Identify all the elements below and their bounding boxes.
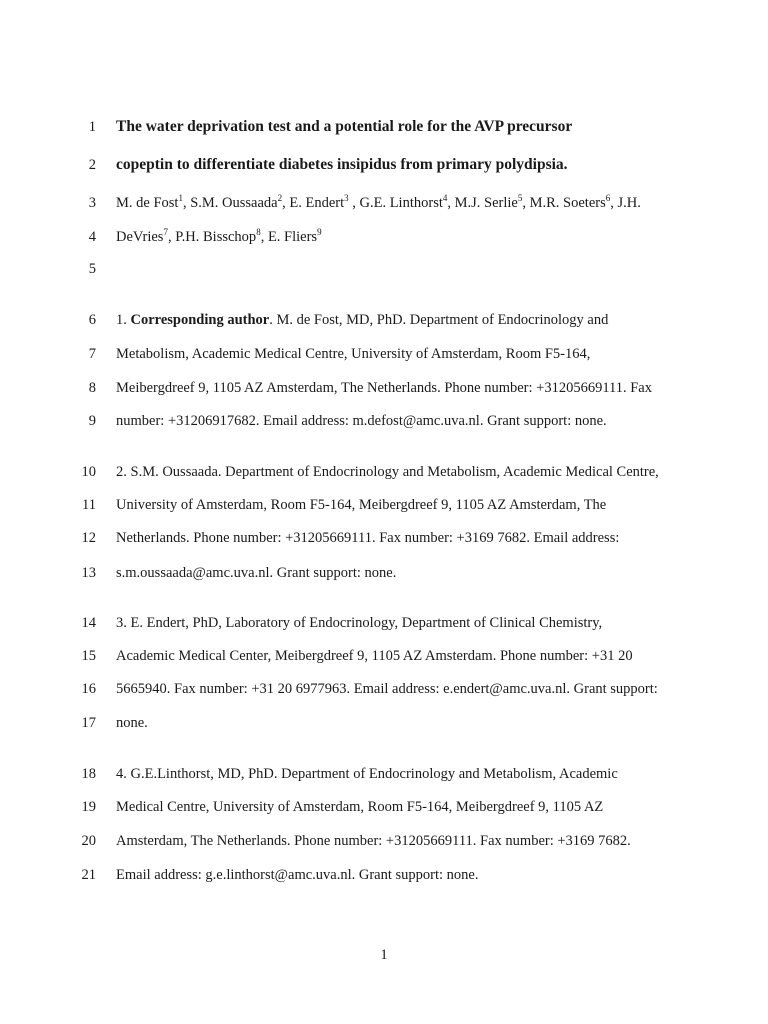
line-5 — [0, 257, 768, 281]
line-number: 3 — [88, 195, 96, 211]
line-7 — [0, 342, 768, 366]
line-number: 12 — [81, 530, 96, 546]
author-name: M. de Fost — [116, 195, 179, 211]
line-number: 5 — [88, 261, 96, 277]
author-name: DeVries — [116, 229, 164, 245]
line-17 — [0, 711, 768, 735]
affiliation-index: 1. — [116, 312, 131, 328]
affiliation-number: 8 — [256, 227, 261, 238]
author-name: E. Fliers — [267, 229, 318, 245]
separator: , — [182, 195, 191, 211]
line-12 — [0, 526, 768, 550]
author-name: M.J. Serlie — [454, 195, 518, 211]
corresponding-author-line — [116, 308, 676, 332]
line-number: 18 — [81, 766, 96, 782]
affiliation-number: 9 — [317, 227, 322, 238]
line-number: 10 — [81, 464, 96, 480]
author-list-line-1 — [116, 191, 676, 215]
line-number: 15 — [81, 648, 96, 664]
line-20 — [0, 829, 768, 853]
author-list-line-2 — [116, 225, 676, 249]
line-13 — [0, 561, 768, 585]
line-16 — [0, 677, 768, 701]
line-6 — [0, 308, 768, 332]
separator: , — [447, 195, 455, 211]
affiliation-text: Email address: g.e.linthorst@amc.uva.nl. Grant support: none. — [116, 867, 479, 883]
affiliation-text: Netherlands. Phone number: +31205669111. Fax number: +3169 7682. Email address: — [116, 530, 620, 546]
affiliation-text: number: +31206917682. Email address: m.defost@amc.uva.nl. Grant support: none. — [116, 413, 607, 429]
affiliation-text: Meibergdreef 9, 1105 AZ Amsterdam, The Netherlands. Phone number: +31205669111. Fax — [116, 380, 652, 396]
line-15 — [0, 644, 768, 668]
line-number: 8 — [88, 380, 96, 396]
affiliation-number: 1 — [178, 193, 183, 204]
separator: , — [282, 195, 290, 211]
affiliation-number: 5 — [517, 193, 523, 204]
line-number: 4 — [88, 229, 96, 245]
separator: , — [522, 195, 530, 211]
corresponding-author-label: Corresponding author — [130, 312, 270, 328]
line-number: 13 — [81, 565, 96, 581]
line-number: 1 — [88, 119, 96, 135]
affiliation-number: 2 — [277, 193, 283, 204]
affiliation-text: Academic Medical Center, Meibergdreef 9, 1105 AZ Amsterdam. Phone number: +31 20 — [116, 648, 633, 664]
author-name: M.R. Soeters — [529, 195, 606, 211]
affiliation-number: 7 — [163, 227, 168, 238]
separator: , — [610, 195, 618, 211]
line-number: 17 — [81, 715, 96, 731]
affiliation-text: Amsterdam, The Netherlands. Phone number: +31205669111. Fax number: +3169 7682. — [116, 833, 631, 849]
affiliation-number: 3 — [344, 193, 349, 204]
line-number: 11 — [82, 497, 96, 513]
line-number: 21 — [81, 867, 96, 883]
author-name: P.H. Bisschop — [175, 229, 257, 245]
line-9 — [0, 409, 768, 433]
line-number: 14 — [81, 615, 96, 631]
line-11 — [0, 493, 768, 517]
line-19 — [0, 795, 768, 819]
line-18 — [0, 762, 768, 786]
affiliation-text: s.m.oussaada@amc.uva.nl. Grant support: none. — [116, 565, 397, 581]
affiliation-text: 2. S.M. Oussaada. Department of Endocrinology and Metabolism, Academic Medical Centre, — [116, 464, 659, 480]
line-1 — [0, 115, 768, 139]
author-name: J.H. — [617, 195, 641, 211]
paper-title-line-1: The water deprivation test and a potential role for the AVP precursor — [116, 118, 573, 135]
affiliation-text: University of Amsterdam, Room F5-164, Meibergdreef 9, 1105 AZ Amsterdam, The — [116, 497, 607, 513]
affiliation-text: Metabolism, Academic Medical Centre, University of Amsterdam, Room F5-164, — [116, 346, 591, 362]
affiliation-text: none. — [116, 715, 148, 731]
line-number: 19 — [81, 799, 96, 815]
line-21 — [0, 863, 768, 887]
line-number: 20 — [81, 833, 96, 849]
affiliation-number: 6 — [605, 193, 611, 204]
affiliation-number: 4 — [442, 193, 448, 204]
line-14 — [0, 611, 768, 635]
line-10 — [0, 460, 768, 484]
page-number: 1 — [380, 947, 388, 963]
paper-title-line-2: copeptin to differentiate diabetes insipidus from primary polydipsia. — [116, 156, 568, 173]
line-8 — [0, 376, 768, 400]
line-number: 6 — [88, 312, 96, 328]
author-name: S.M. Oussaada — [190, 195, 278, 211]
line-number: 2 — [88, 157, 96, 173]
line-4 — [0, 225, 768, 249]
line-number: 7 — [88, 346, 96, 362]
line-2 — [0, 153, 768, 177]
affiliation-text: 4. G.E.Linthorst, MD, PhD. Department of Endocrinology and Metabolism, Academic — [116, 766, 618, 782]
author-name: G.E. Linthorst — [359, 195, 443, 211]
line-number: 16 — [81, 681, 96, 697]
line-number: 9 — [88, 413, 96, 429]
separator: , — [260, 229, 268, 245]
affiliation-text: Medical Centre, University of Amsterdam, Room F5-164, Meibergdreef 9, 1105 AZ — [116, 799, 604, 815]
affiliation-text: 5665940. Fax number: +31 20 6977963. Email address: e.endert@amc.uva.nl. Grant support: — [116, 681, 658, 697]
separator: , — [167, 229, 176, 245]
line-3 — [0, 191, 768, 215]
author-name: E. Endert — [289, 195, 345, 211]
affiliation-text: 3. E. Endert, PhD, Laboratory of Endocrinology, Department of Clinical Chemistry, — [116, 615, 603, 631]
separator: , — [348, 195, 360, 211]
affiliation-text: . M. de Fost, MD, PhD. Department of Endocrinology and — [269, 312, 609, 328]
